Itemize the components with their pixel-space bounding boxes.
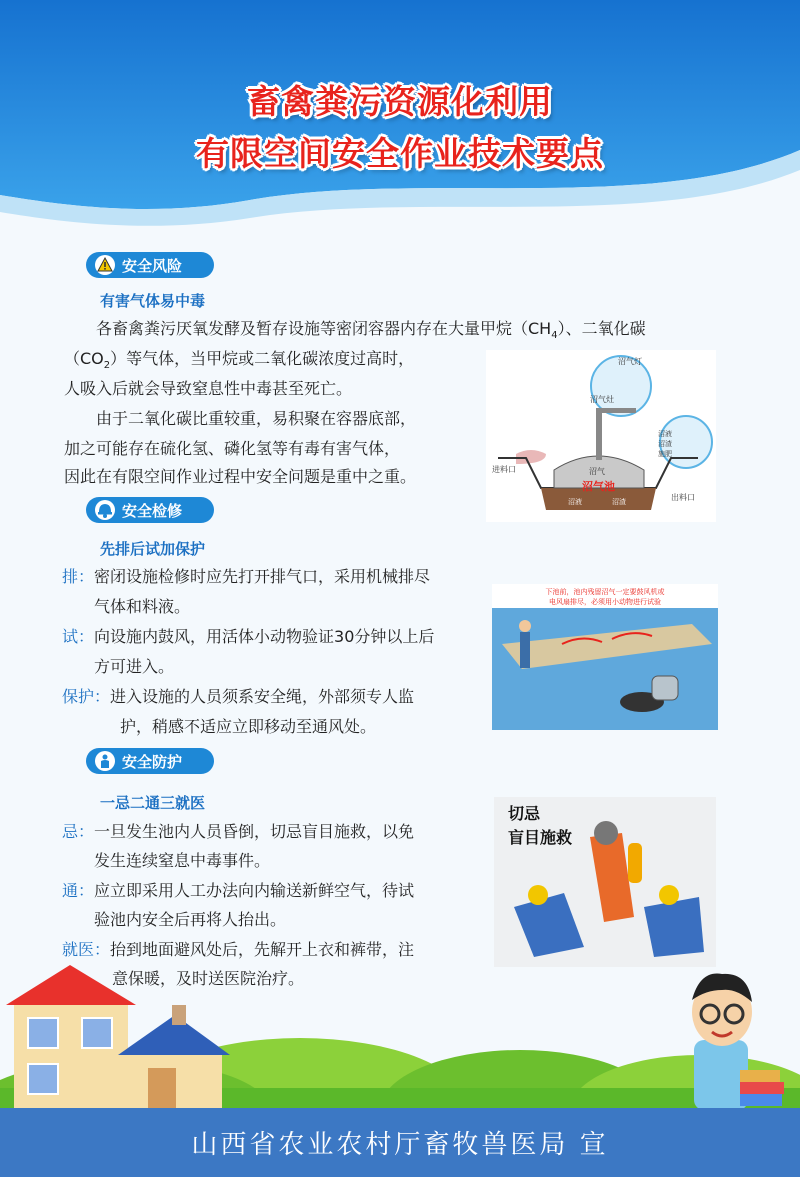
section2-item-exhaust-cont: 气体和料液。 [94,597,191,616]
section2-item-exhaust: 排：密闭设施检修时应先打开排气口，采用机械排尽 [62,567,431,586]
warning-icon [94,254,116,276]
ventilation-illustration [492,584,718,730]
main-title-line2: 有限空间安全作业技术要点 [196,134,604,173]
vent-caption-line1: 下池前，池内残留沼气一定要鼓风机或 [545,588,665,596]
bottom-scenery [0,960,800,1110]
section1-paragraph2-line2: 加之可能存在硫化氢、磷化氢等有毒有害气体， [64,439,401,458]
label-use3: 施肥 [658,450,672,458]
person-icon [94,750,116,772]
section-badge-safety-risk [86,252,214,278]
label-gas: 沼气 [589,467,605,476]
footer-publisher-text: 山西省农业农村厅畜牧兽医局 宣 [191,1130,609,1160]
label-lamp: 沼气灯 [618,357,642,366]
section3-item-avoid: 忌：一旦发生池内人员昏倒，切忌盲目施救，以免 [62,822,415,841]
main-title-line1: 畜禽粪污资源化利用 [247,82,553,121]
label-outlet: 出料口 [671,493,695,502]
biogas-tank-illustration [486,350,716,522]
label-use1: 沼液 [658,430,672,438]
section2-item-protect: 保护：进入设施的人员须系安全绳，外部须专人监 [62,687,415,706]
section2-subtitle: 先排后试加保护 [100,540,206,558]
rescue-caption-line2: 盲目施救 [508,828,573,847]
section3-item-ventilate: 通：应立即采用人工办法向内输送新鲜空气，待试 [62,881,415,900]
section3-item-avoid-cont: 发生连续窒息中毒事件。 [94,851,271,870]
label-slurry2: 沼渣 [612,498,626,506]
rescue-caption-line1: 切忌 [508,804,541,823]
section2-item-test: 试：向设施内鼓风，用活体小动物验证30分钟以上后 [62,627,435,646]
header-banner [0,0,800,230]
section1-paragraph1-line2: $(CO_2)$等气体，当甲烷或二氧化碳浓度过高时， [64,349,415,372]
footer-bar [0,1108,800,1177]
label-stove: 沼气灶 [590,395,614,404]
label-inlet: 进料口 [492,465,516,474]
rescue-illustration [494,797,716,967]
badge-label: 安全防护 [122,752,183,771]
section-badge-safety-maintenance [86,497,214,523]
badge-label: 安全检修 [122,501,183,520]
badge-label: 安全风险 [122,256,183,275]
section1-paragraph2-line1: 由于二氧化碳比重较重，易积聚在容器底部， [96,409,417,428]
section3-item-ventilate-cont: 验池内安全后再将人抬出。 [94,910,287,929]
section1-paragraph1-line1: 各畜禽粪污厌氧发酵及暂存设施等密闭容器内存在大量甲烷$(CH_4)$、二氧化碳 [96,319,646,342]
section-badge-safety-protection [86,748,214,774]
label-use2: 沼渣 [658,440,672,448]
section3-subtitle: 一忌二通三就医 [100,794,206,812]
section2-item-test-cont: 方可进入。 [94,657,175,676]
section2-item-protect-cont: 护，稍感不适应立即移动至通风处。 [120,717,377,736]
section3-item-medical: 就医：抬到地面避风处后，先解开上衣和裤带，注 [62,940,415,959]
section3-item-medical-cont: 意保暖，及时送医院治疗。 [112,969,305,988]
section1-subtitle: 有害气体易中毒 [100,292,206,310]
label-slurry1: 沼液 [568,498,582,506]
label-tank: 沼气池 [582,480,615,493]
helmet-icon [94,499,116,521]
section1-paragraph1-line3: 人吸入后就会导致窒息性中毒甚至死亡。 [64,379,353,398]
vent-caption-line2: 电风扇排尽，必须用小动物进行试验 [549,598,661,606]
section1-paragraph2-line3: 因此在有限空间作业过程中安全问题是重中之重。 [64,467,417,486]
